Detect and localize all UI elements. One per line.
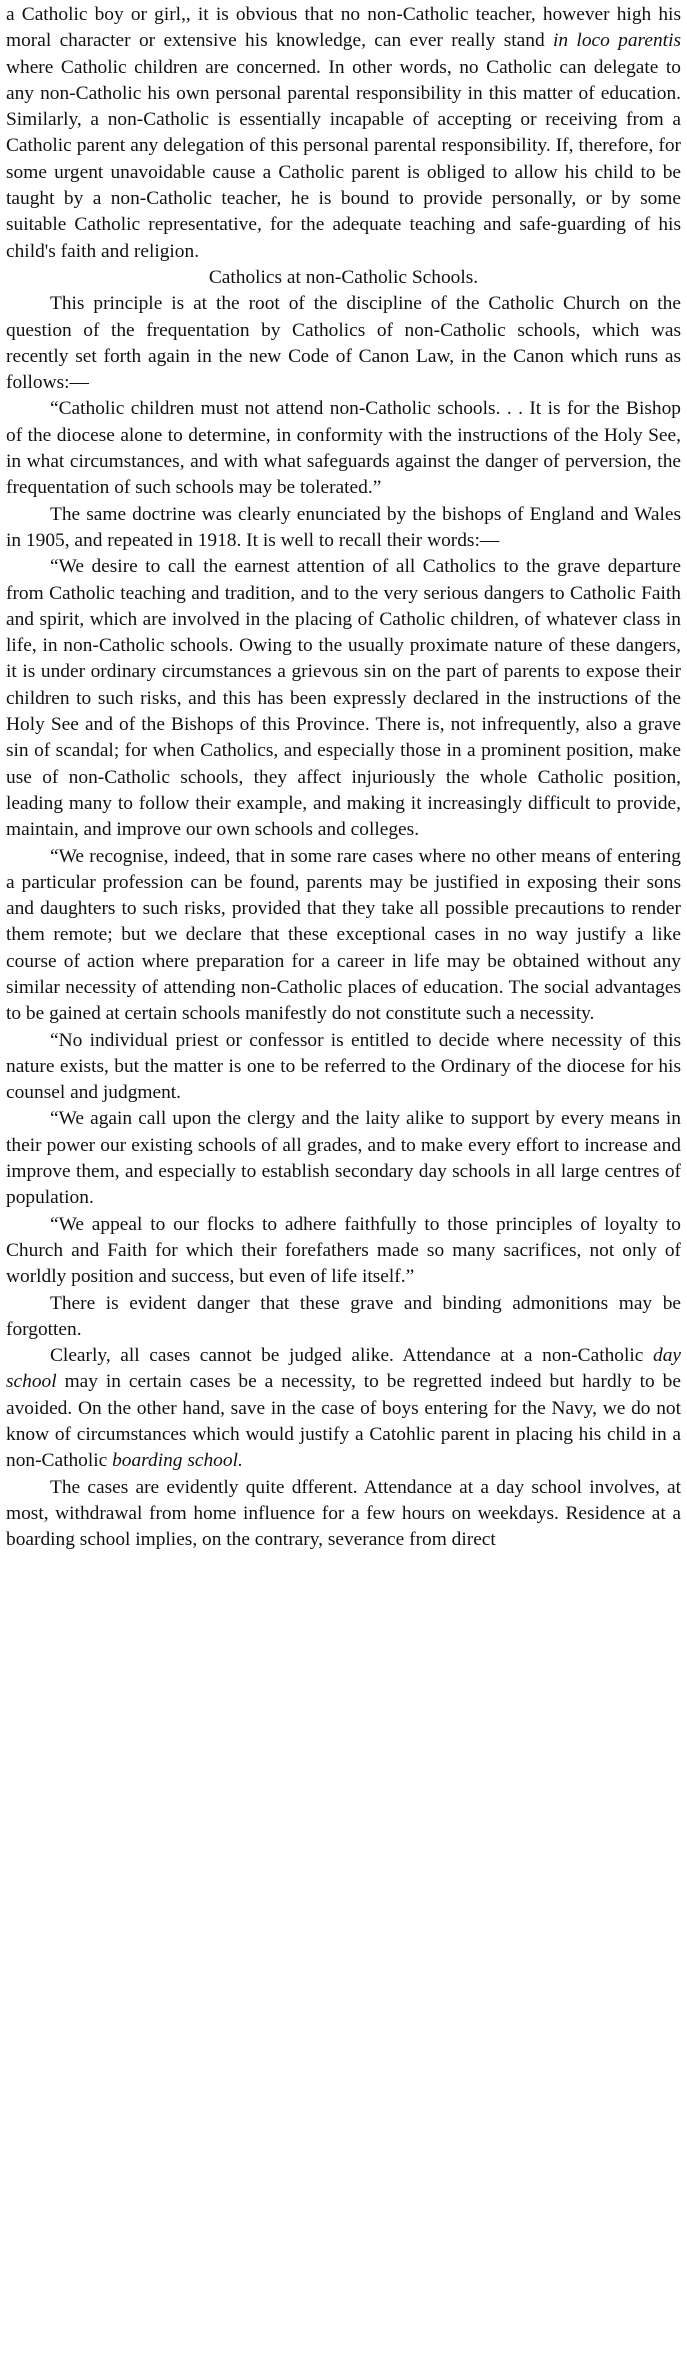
- emphasis-boarding-school: boarding school.: [112, 1450, 243, 1472]
- latin-phrase: in loco parentis: [553, 30, 681, 52]
- quote-bishops-3: “No individual priest or confessor is entitled to decide where necessity of this nature exists, but the matter is one to be referred to the Ordinary of the diocese for his counsel and judgment.: [6, 1029, 681, 1104]
- paragraph-opening: a Catholic boy or girl,, it is obvious that no non-Catholic teacher, however high his moral character or extensive his knowledge, can ever really stand in loco parentis where Catholic children are concerned. In other words, no Catholic can delegate to any non-Catholic his own personal parental responsibility in this matter of education. Similarly, a non-Catholic is essentially incapable of accepting or receiving from a Catholic parent any delegation of this personal parental responsibility. If, therefore, for some urgent unavoidable cause a Catholic parent is obliged to allow his child to be taught by a non-Catholic teacher, he is bound to provide personally, or by some suitable Catholic representative, for the adequate teaching and safe-guarding of his child's faith and religion.: [6, 4, 681, 262]
- quote-bishops-1: “We desire to call the earnest attention of all Catholics to the grave departure from Catholic teaching and tradition, and to the very serious dangers to Catholic Faith and spirit, which are involved in the placing of Catholic children, of whatever class in life, in non-Catholic schools. Owing to the usually proximate nature of these dangers, it is under ordinary circumstances a grievous sin on the part of parents to expose their children to such risks, and this has been expressly declared in the instructions of the Holy See and of the Bishops of this Province. There is, not infrequently, also a grave sin of scandal; for when Catholics, and especially those in a prominent position, make use of non-Catholic schools, they affect injuriously the whole Catholic position, leading many to follow their example, and making it increasingly difficult to provide, maintain, and improve our own schools and colleges.: [6, 556, 681, 841]
- quote-bishops-2: “We recognise, indeed, that in some rare cases where no other means of entering a particular profession can be found, parents may be justified in exposing their sons and daughters to such risks, provided that they take all possible precautions to render them remote; but we declare that these exceptional cases in no way justify a like course of action where preparation for a career in life may be obtained without any similar necessity of attending non-Catholic places of education. The social advantages to be gained at certain schools manifestly do not constitute such a necessity.: [6, 845, 681, 1025]
- quote-bishops-5: “We appeal to our flocks to adhere faithfully to those principles of loyalty to Church and Faith for which their forefathers made so many sacrifices, not only of worldly position and success, but even of life itself.”: [6, 1213, 681, 1288]
- paragraph-principle: This principle is at the root of the discipline of the Catholic Church on the question of the frequentation by Catholics of non-Catholic schools, which was recently set forth again in the new Code of Canon Law, in the Canon which runs as follows:—: [6, 293, 681, 394]
- quote-canon-law: “Catholic children must not attend non-Catholic schools. . . It is for the Bishop of the diocese alone to determine, in conformity with the instructions of the Holy See, in what circumstances, and with what safeguards against the danger of perversion, the frequentation of such schools may be tolerated.”: [6, 398, 681, 499]
- quote-bishops-4: “We again call upon the clergy and the laity alike to support by every means in their power our existing schools of all grades, and to make every effort to increase and improve them, and especially to establish secondary day schools in all large centres of population.: [6, 1108, 681, 1209]
- paragraph-bishops-doctrine: The same doctrine was clearly enunciated by the bishops of England and Wales in 1905, and repeated in 1918. It is well to recall their words:—: [6, 503, 681, 551]
- paragraph-admonitions: There is evident danger that these grave and binding admonitions may be forgotten.: [6, 1292, 681, 1340]
- section-heading: Catholics at non-Catholic Schools.: [208, 266, 479, 288]
- paragraph-day-vs-boarding: The cases are evidently quite dfferent. Attendance at a day school involves, at most, withdrawal from home influence for a few hours on weekdays. Residence at a boarding school implies, on the contrary, severance from direct: [6, 1476, 681, 1551]
- emphasis-day-school: day school: [6, 1345, 681, 1393]
- paragraph-cases: Clearly, all cases cannot be judged alike. Attendance at a non-Catholic day school may in certain cases be a necessity, to be regretted indeed but hardly to be avoided. On the other hand, save in the case of boys entering for the Navy, we do not know of circumstances which would justify a Catohlic parent in placing his child in a non-Catholic boarding school.: [6, 1345, 681, 1472]
